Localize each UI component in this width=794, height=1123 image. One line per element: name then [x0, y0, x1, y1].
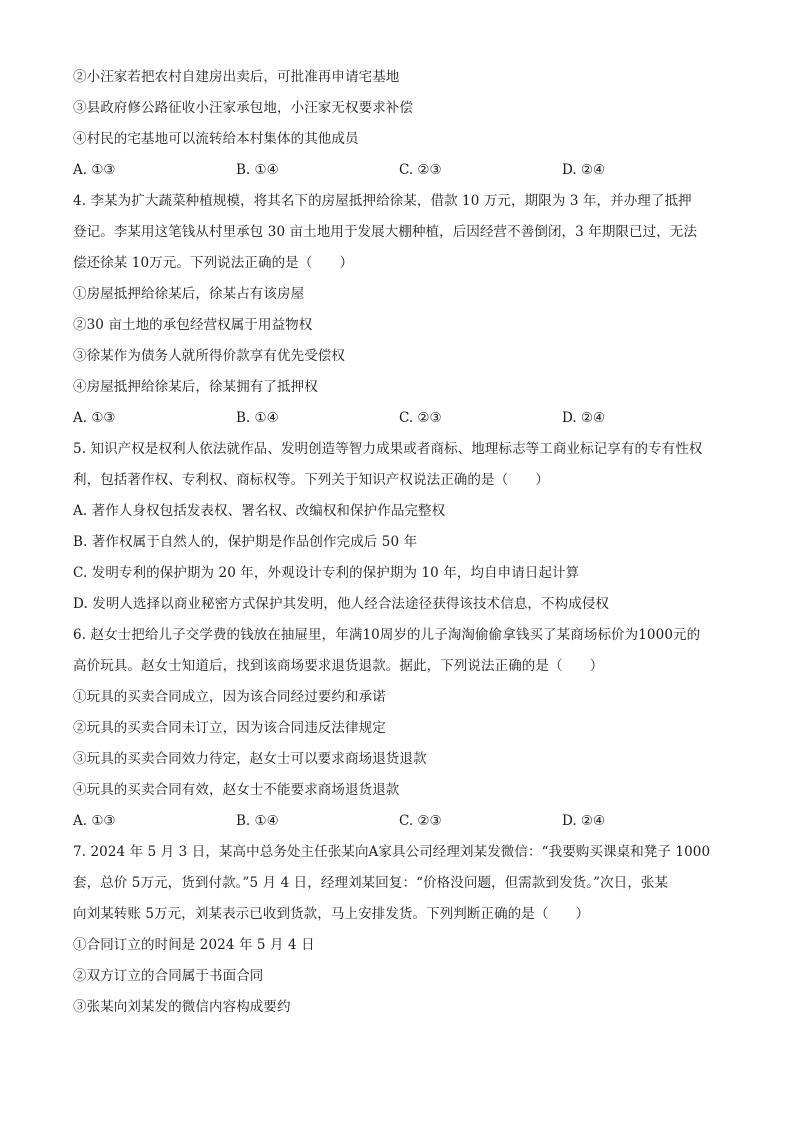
q3-item-3: ③县政府修公路征收小汪家承包地，小汪家无权要求补偿: [73, 100, 413, 116]
q3-option-d: D. ②④: [562, 162, 606, 178]
question-7: [73, 837, 723, 1023]
q6-item-3: ③玩具的买卖合同效力待定，赵女士可以要求商场退货退款: [73, 751, 427, 767]
q4-options: [73, 403, 723, 434]
q5-stem-line-1: 5. 知识产权是权利人依法就作品、发明创造等智力成果或者商标、地理标志等工商业标记享有的专有性权: [73, 441, 703, 457]
question-6: [73, 620, 723, 837]
q6-option-c: C. ②③: [399, 813, 442, 829]
q6-option-d: D. ②④: [562, 813, 606, 829]
q3-options: [73, 155, 723, 186]
q7-item-3: ③张某向刘某发的微信内容构成要约: [73, 999, 291, 1015]
q7-stem-line-3: 向刘某转账 5万元，刘某表示已收到货款，马上安排发货。下列判断正确的是（ ）: [73, 906, 590, 922]
exam-page: [73, 62, 723, 1023]
q6-option-b: B. ①④: [236, 813, 279, 829]
q4-item-3: ③徐某作为债务人就所得价款享有优先受偿权: [73, 348, 345, 364]
q4-option-b: B. ①④: [236, 410, 279, 426]
q6-options: [73, 806, 723, 837]
q3-item-4: ④村民的宅基地可以流转给本村集体的其他成员: [73, 131, 359, 147]
question-5: [73, 434, 723, 620]
q3-option-a: A. ①③: [73, 162, 116, 178]
q5-choice-b: B. 著作权属于自然人的，保护期是作品创作完成后 50 年: [73, 534, 418, 550]
q7-stem-line-2: 套，总价 5万元，货到付款。”5 月 4 日，经理刘某回复：“价格没问题，但需款到发货。”次日，张某: [73, 875, 669, 891]
q4-stem-line-2: 登记。李某用这笔钱从村里承包 30 亩土地用于发展大棚种植，后因经营不善倒闭，3 年期限已过，无法: [73, 224, 698, 240]
q6-option-a: A. ①③: [73, 813, 116, 829]
q5-stem-line-2: 利，包括著作权、专利权、商标权等。下列关于知识产权说法正确的是（ ）: [73, 472, 549, 488]
q3-option-b: B. ①④: [236, 162, 279, 178]
q5-choice-d: D. 发明人选择以商业秘密方式保护其发明，他人经合法途径获得该技术信息，不构成侵权: [73, 596, 610, 612]
q5-choice-c: C. 发明专利的保护期为 20 年，外观设计专利的保护期为 10 年，均自申请日起计算: [73, 565, 580, 581]
question-3-tail: [73, 62, 723, 186]
q6-item-4: ④玩具的买卖合同有效，赵女士不能要求商场退货退款: [73, 782, 400, 798]
q6-stem-line-1: 6. 赵女士把给儿子交学费的钱放在抽屉里，年满10周岁的儿子淘淘偷偷拿钱买了某商场标价为1000元的: [73, 627, 701, 643]
q4-item-1: ①房屋抵押给徐某后，徐某占有该房屋: [73, 286, 305, 302]
q3-item-2: ②小汪家若把农村自建房出卖后，可批准再申请宅基地: [73, 69, 400, 85]
q4-stem-line-1: 4. 李某为扩大蔬菜种植规模，将其名下的房屋抵押给徐某，借款 10 万元，期限为 3 年，并办理了抵押: [73, 193, 692, 209]
q6-item-1: ①玩具的买卖合同成立，因为该合同经过要约和承诺: [73, 689, 386, 705]
question-4: [73, 186, 723, 434]
q4-stem-line-3: 偿还徐某 10万元。下列说法正确的是（ ）: [73, 255, 354, 271]
q4-option-c: C. ②③: [399, 410, 442, 426]
q7-item-2: ②双方订立的合同属于书面合同: [73, 968, 264, 984]
q4-option-d: D. ②④: [562, 410, 606, 426]
q5-choice-a: A. 著作人身权包括发表权、署名权、改编权和保护作品完整权: [73, 503, 446, 519]
q7-item-1: ①合同订立的时间是 2024 年 5 月 4 日: [73, 937, 315, 953]
q6-item-2: ②玩具的买卖合同未订立，因为该合同违反法律规定: [73, 720, 386, 736]
q7-stem-line-1: 7. 2024 年 5 月 3 日，某高中总务处主任张某向A家具公司经理刘某发微信：“我要购买课桌和凳子 1000: [73, 844, 711, 860]
q6-stem-line-2: 高价玩具。赵女士知道后，找到该商场要求退货退款。据此，下列说法正确的是（ ）: [73, 658, 604, 674]
q4-item-4: ④房屋抵押给徐某后，徐某拥有了抵押权: [73, 379, 318, 395]
q4-item-2: ②30 亩土地的承包经营权属于用益物权: [73, 317, 313, 333]
q3-option-c: C. ②③: [399, 162, 442, 178]
q4-option-a: A. ①③: [73, 410, 116, 426]
